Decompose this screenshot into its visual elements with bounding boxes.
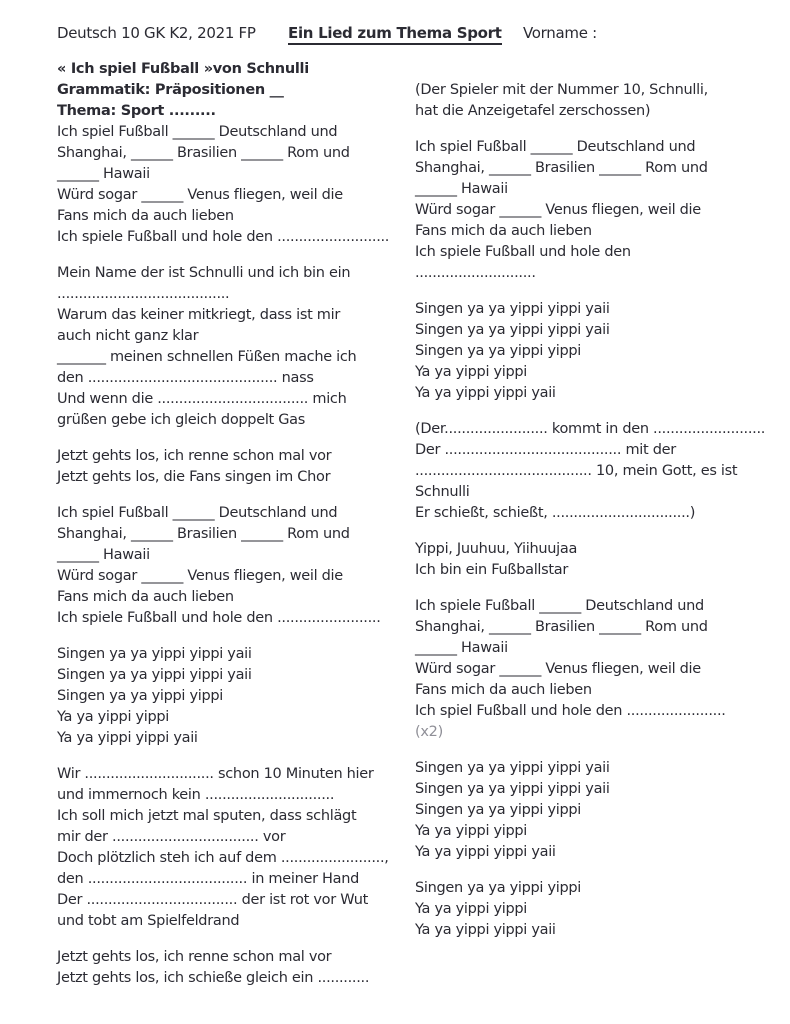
lyric-line: Ya ya yippi yippi [57,709,170,725]
lyric-line: Ich spiele Fußball und hole den .......................... [57,229,390,245]
lyric-line: Singen ya ya yippi yippi yaii [415,760,610,776]
stanza [415,758,775,863]
lyric-line: Jetzt gehts los, die Fans singen im Chor [57,469,331,485]
lyric-line: Ich spiele Fußball und hole den [415,244,631,260]
lyric-line: Shanghai, ______ Brasilien ______ Rom und [57,526,350,542]
stanza [415,80,775,122]
lyric-line: « Ich spiel Fußball »von Schnulli [57,61,309,77]
stanza [415,299,775,404]
stanza [415,137,775,284]
lyric-line: Ich spiel Fußball und hole den ....................... [415,703,726,719]
course-label: Deutsch 10 GK K2, 2021 FP [57,24,256,42]
lyric-line: Fans mich da auch lieben [57,589,234,605]
lyric-line: Fans mich da auch lieben [415,223,592,239]
lyric-line: (Der Spieler mit der Nummer 10, Schnulli, [415,82,708,98]
lyric-line: Shanghai, ______ Brasilien ______ Rom und [57,145,350,161]
lyric-line: Jetzt gehts los, ich renne schon mal vor [57,949,332,965]
stanza [57,764,417,932]
lyric-line: Ya ya yippi yippi yaii [415,385,556,401]
name-label: Vorname : [523,24,597,42]
lyric-line: Wir .............................. schon 10 Minuten hier [57,766,374,782]
lyric-line: Der ......................................... mit der [415,442,676,458]
lyric-line: Singen ya ya yippi yippi yaii [57,667,252,683]
lyric-line: Shanghai, ______ Brasilien ______ Rom und [415,160,708,176]
lyric-line: Mein Name der ist Schnulli und ich bin ein [57,265,351,281]
stanza [415,596,775,743]
left-column [57,59,417,1004]
lyric-line: Singen ya ya yippi yippi [415,880,582,896]
worksheet-title: Ein Lied zum Thema Sport [288,24,502,45]
stanza [415,878,775,941]
lyric-line: ______ Hawaii [57,166,150,182]
stanza [57,446,417,488]
lyric-line: Würd sogar ______ Venus fliegen, weil die [57,187,343,203]
stanza [57,263,417,431]
lyric-line: Schnulli [415,484,470,500]
stanza [415,419,775,524]
lyric-line: Ya ya yippi yippi [415,364,528,380]
lyric-line: Und wenn die ................................... mich [57,391,347,407]
lyric-line: den ............................................ nass [57,370,314,386]
lyric-line: Singen ya ya yippi yippi yaii [57,646,252,662]
stanza [57,59,417,248]
lyric-line: Ya ya yippi yippi yaii [57,730,198,746]
lyric-line: (x2) [415,724,443,740]
lyric-line: Jetzt gehts los, ich renne schon mal vor [57,448,332,464]
stanza [57,947,417,989]
lyric-line: Der ................................... der ist rot vor Wut [57,892,368,908]
lyric-line: ______ Hawaii [415,640,508,656]
lyric-line: den ..................................... in meiner Hand [57,871,360,887]
lyric-line: Singen ya ya yippi yippi yaii [415,322,610,338]
lyric-line: ........................................ [57,286,230,302]
lyric-line: Ich spiel Fußball ______ Deutschland und [57,505,338,521]
right-column [415,80,775,956]
lyric-line: Ich soll mich jetzt mal sputen, dass schlägt [57,808,357,824]
stanza [57,644,417,749]
lyric-line: Ich bin ein Fußballstar [415,562,569,578]
lyric-line: mir der .................................. vor [57,829,286,845]
lyric-line: Würd sogar ______ Venus fliegen, weil die [415,202,701,218]
lyric-line: hat die Anzeigetafel zerschossen) [415,103,651,119]
lyric-line: Warum das keiner mitkriegt, dass ist mir [57,307,340,323]
lyric-line: Fans mich da auch lieben [57,208,234,224]
lyric-line: Singen ya ya yippi yippi [415,343,582,359]
lyric-line: grüßen gebe ich gleich doppelt Gas [57,412,306,428]
lyric-line: ______ Hawaii [415,181,508,197]
lyric-line: (Der........................ kommt in den .......................... [415,421,766,437]
lyric-line: Thema: Sport ......... [57,103,216,119]
lyric-line: Ya ya yippi yippi yaii [415,922,556,938]
lyric-line: Ya ya yippi yippi yaii [415,844,556,860]
lyric-line: Singen ya ya yippi yippi [415,802,582,818]
lyric-line: _______ meinen schnellen Füßen mache ich [57,349,357,365]
stanza [57,503,417,629]
lyric-line: Yippi, Juuhuu, Yiihuujaa [415,541,578,557]
lyric-line: Doch plötzlich steh ich auf dem ........................, [57,850,389,866]
lyric-line: Fans mich da auch lieben [415,682,592,698]
lyric-line: Ya ya yippi yippi [415,823,528,839]
lyric-line: Würd sogar ______ Venus fliegen, weil die [415,661,701,677]
lyric-line: Singen ya ya yippi yippi yaii [415,781,610,797]
lyric-line: Ich spiel Fußball ______ Deutschland und [415,139,696,155]
lyric-line: ......................................... 10, mein Gott, es ist [415,463,738,479]
lyric-line: Ich spiel Fußball ______ Deutschland und [57,124,338,140]
lyric-line: Singen ya ya yippi yippi yaii [415,301,610,317]
lyric-line: ______ Hawaii [57,547,150,563]
lyric-line: und immernoch kein .............................. [57,787,335,803]
lyric-line: Ich spiele Fußball und hole den ........................ [57,610,381,626]
lyric-line: Singen ya ya yippi yippi [57,688,224,704]
lyric-line: ............................ [415,265,536,281]
lyric-line: Grammatik: Präpositionen __ [57,82,284,98]
lyric-line: Würd sogar ______ Venus fliegen, weil die [57,568,343,584]
lyric-line: Ya ya yippi yippi [415,901,528,917]
lyric-line: Er schießt, schießt, ................................) [415,505,696,521]
lyric-line: und tobt am Spielfeldrand [57,913,240,929]
stanza [415,539,775,581]
lyric-line: Ich spiele Fußball ______ Deutschland und [415,598,704,614]
lyric-line: auch nicht ganz klar [57,328,199,344]
lyric-line: Shanghai, ______ Brasilien ______ Rom und [415,619,708,635]
lyric-line: Jetzt gehts los, ich schieße gleich ein ............ [57,970,370,986]
